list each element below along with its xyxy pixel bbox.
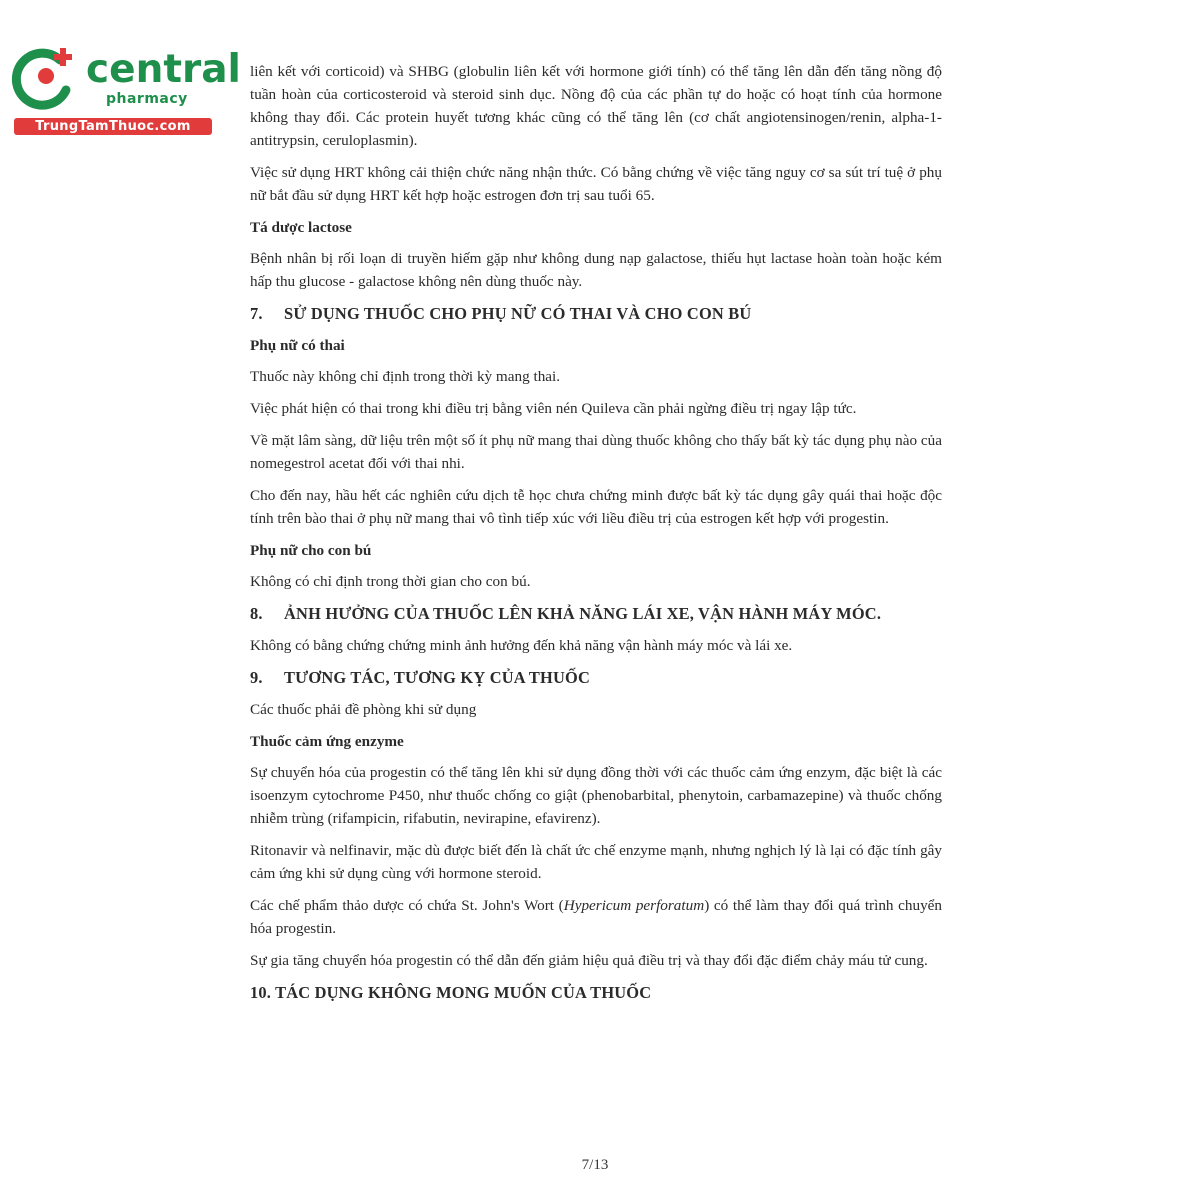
paragraph: Việc sử dụng HRT không cải thiện chức năng nhận thức. Có bằng chứng về việc tăng nguy cơ sa sút trí tuệ ở phụ nữ bắt đầu sử dụng HRT kết hợp hoặc estrogen đơn trị sau tuổi 65.: [250, 164, 942, 204]
subheading-lactose: Tá dược lactose: [250, 219, 352, 236]
text-run: ) có thể làm thay đổi quá trình chuyển hóa progestin.: [250, 897, 942, 937]
document-body: [250, 60, 942, 1013]
paragraph: Sự chuyển hóa của progestin có thể tăng lên khi sử dụng đồng thời với các thuốc cảm ứng enzym, đặc biệt là các isoenzym cytochrome P450, như thuốc chống co giật (phenobarbital, phenytoin, carbamazepine) và thuốc chống nhiễm trùng (rifampicin, rifabutin, nevirapine, efavirenz).: [250, 764, 942, 827]
subheading-enzyme: Thuốc cảm ứng enzyme: [250, 733, 404, 750]
paragraph: Không có chỉ định trong thời gian cho con bú.: [250, 573, 531, 590]
section-title: SỬ DỤNG THUỐC CHO PHỤ NỮ CÓ THAI VÀ CHO CON BÚ: [284, 304, 752, 323]
pharmacy-cross-icon: [8, 38, 84, 118]
paragraph: Các thuốc phải đề phòng khi sử dụng: [250, 701, 477, 718]
paragraph: Sự gia tăng chuyển hóa progestin có thể dẫn đến giảm hiệu quả điều trị và thay đổi đặc điểm chảy máu tử cung.: [250, 952, 928, 969]
paragraph: Ritonavir và nelfinavir, mặc dù được biết đến là chất ức chế enzyme mạnh, nhưng nghịch lý là lại có đặc tính gây cảm ứng khi sử dụng cùng với hormone steroid.: [250, 842, 942, 882]
paragraph: Bệnh nhân bị rối loạn di truyền hiếm gặp như không dung nạp galactose, thiếu hụt lactase hoàn toàn hoặc kém hấp thu glucose - galactose không nên dùng thuốc này.: [250, 250, 942, 290]
subheading-pregnant: Phụ nữ có thai: [250, 337, 345, 354]
section-heading-9: [250, 666, 942, 689]
section-number: 9.: [250, 668, 263, 687]
paragraph-st-johns-wort: [250, 894, 942, 940]
paragraph: Thuốc này không chỉ định trong thời kỳ mang thai.: [250, 368, 561, 385]
text-run: Các chế phẩm thảo dược có chứa St. John's Wort (: [250, 897, 564, 914]
paragraph: Không có bằng chứng chứng minh ảnh hưởng đến khả năng vận hành máy móc và lái xe.: [250, 637, 793, 654]
logo-website-band: TrungTamThuoc.com: [14, 118, 212, 135]
section-heading-10: 10. TÁC DỤNG KHÔNG MONG MUỐN CỦA THUỐC: [250, 983, 652, 1002]
paragraph: Việc phát hiện có thai trong khi điều trị bằng viên nén Quileva cần phải ngừng điều trị ngay lập tức.: [250, 400, 857, 417]
section-title: ẢNH HƯỞNG CỦA THUỐC LÊN KHẢ NĂNG LÁI XE, VẬN HÀNH MÁY MÓC.: [284, 604, 882, 623]
section-number: 8.: [250, 604, 263, 623]
subheading-nursing: Phụ nữ cho con bú: [250, 542, 372, 559]
section-heading-8: [250, 602, 942, 625]
section-heading-7: [250, 302, 942, 325]
paragraph: Cho đến nay, hầu hết các nghiên cứu dịch tễ học chưa chứng minh được bất kỳ tác dụng gây quái thai hoặc độc tính trên bào thai ở phụ nữ mang thai vô tình tiếp xúc với liều điều trị của estrogen kết hợp với progestin.: [250, 487, 942, 527]
central-pharmacy-logo: [8, 38, 241, 138]
italic-term: Hypericum perforatum: [563, 897, 705, 914]
logo-name: central: [86, 47, 241, 92]
section-number: 7.: [250, 304, 263, 323]
paragraph: Về mặt lâm sàng, dữ liệu trên một số ít phụ nữ mang thai dùng thuốc không cho thấy bất kỳ tác dụng phụ nào của nomegestrol acetat đối với thai nhi.: [250, 432, 942, 472]
paragraph: liên kết với corticoid) và SHBG (globulin liên kết với hormone giới tính) có thể tăng lên dẫn đến tăng nồng độ tuần hoàn của corticosteroid và steroid sinh dục. Nồng độ của các phần tự do hoặc có hoạt tính của hormone không thay đổi. Các protein huyết tương khác cũng có thể tăng lên (cơ chất angiotensinogen/renin, alpha-1-antitrypsin, ceruloplasmin).: [250, 63, 942, 149]
section-title: TƯƠNG TÁC, TƯƠNG KỴ CỦA THUỐC: [284, 668, 591, 687]
page-number: 7/13: [581, 1157, 609, 1173]
logo-subtitle: pharmacy: [106, 91, 188, 107]
